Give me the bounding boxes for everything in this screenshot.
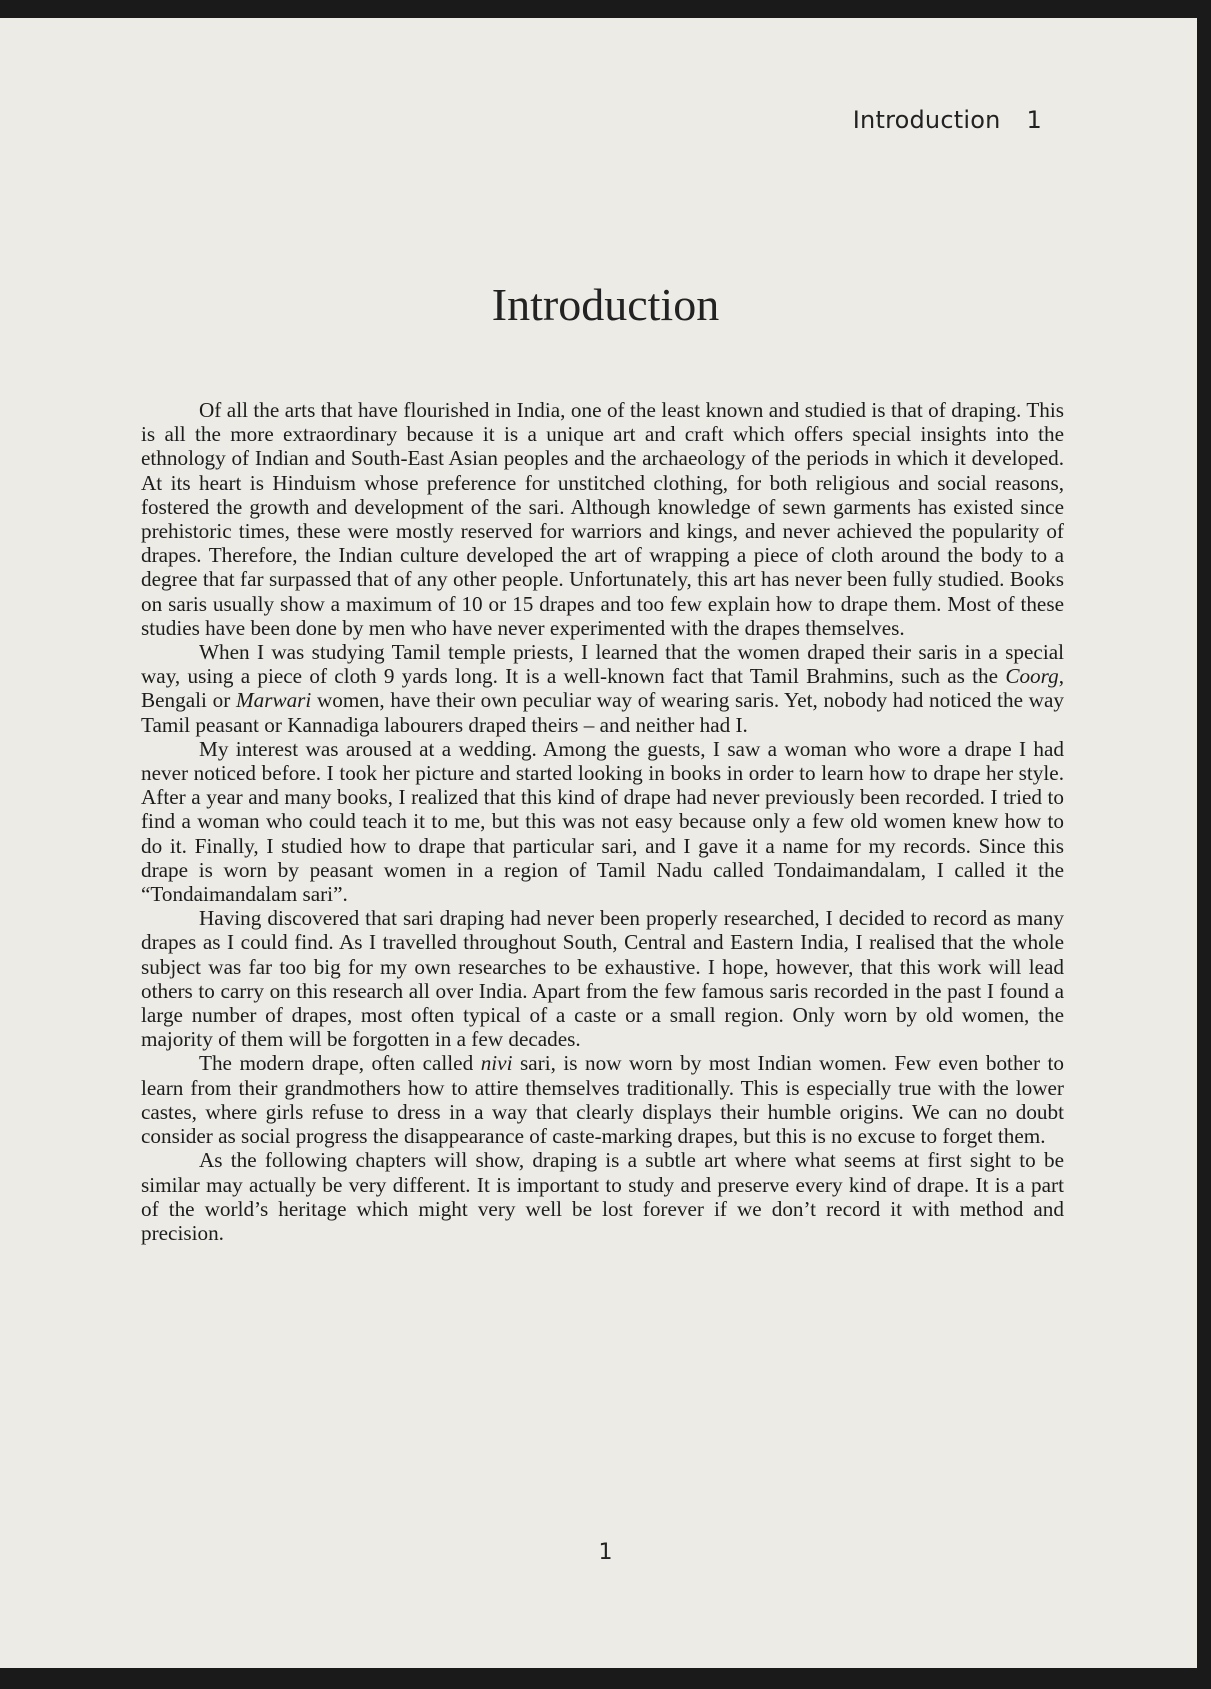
paragraph-2-italic-marwari: Marwari [235,688,312,713]
paragraph-2-text-b: , Bengali or [141,664,1064,713]
paragraph-2 [141,640,1064,737]
running-head-page-number: 1 [1026,106,1042,134]
paragraph-2-text-c: women, have their own peculiar way of wearing saris. Yet, nobody had noticed the way Tamil peasant or Kannadiga labourers draped theirs – and neither had I. [141,688,1064,737]
paragraph-2-italic-coorg: Coorg [1005,664,1059,689]
running-head-title: Introduction [852,106,1001,134]
paragraph-4: Having discovered that sari draping had never been properly researched, I decided to record as many drapes as I could find. As I travelled throughout South, Central and Eastern India, I realised that the whole subject was far too big for my own researches to be exhaustive. I hope, however, that this work will lead others to carry on this research all over India. Apart from the few famous saris recorded in the past I found a large number of drapes, most often typical of a caste or a small region. Only worn by old women, the majority of them will be forgotten in a few decades. [141,906,1064,1052]
chapter-title: Introduction [491,279,720,330]
paragraph-6: As the following chapters will show, draping is a subtle art where what seems at first sight to be similar may actually be very different. It is important to study and preserve every kind of drape. It is a part of the world’s heritage which might very well be lost forever if we don’t record it with method and precision. [141,1148,1064,1245]
paragraph-5 [141,1051,1064,1148]
paragraph-1: Of all the arts that have flourished in India, one of the least known and studied is that of draping. This is all the more extraordinary because it is a unique art and craft which offers special insights into the ethnology of Indian and South-East Asian peoples and the archaeology of the periods in which it developed. At its heart is Hinduism whose preference for unstitched clothing, for both religious and social reasons, fostered the growth and development of the sari. Although knowledge of sewn garments has existed since prehistoric times, these were mostly reserved for warriors and kings, and never achieved the popularity of drapes. Therefore, the Indian culture developed the art of wrapping a piece of cloth around the body to a degree that far surpassed that of any other people. Unfortunately, this art has never been fully studied. Books on saris usually show a maximum of 10 or 15 drapes and too few explain how to drape them. Most of these studies have been done by men who have never experimented with the drapes themselves. [141,398,1064,640]
running-head [853,106,1042,134]
paragraph-2-text-a: When I was studying Tamil temple priests, I learned that the women draped their saris in a special way, using a piece of cloth 9 yards long. It is a well-known fact that Tamil Brahmins, such as the [141,640,1064,689]
paragraph-3: My interest was aroused at a wedding. Among the guests, I saw a woman who wore a drape I had never noticed before. I took her picture and started looking in books in order to learn how to drape her style. After a year and many books, I realized that this kind of drape had never previously been recorded. I tried to find a woman who could teach it to me, but this was not easy because only a few old women knew how to do it. Finally, I studied how to drape that particular sari, and I gave it a name for my records. Since this drape is worn by peasant women in a region of Tamil Nadu called Tondaimandalam, I called it the “Tondaimandalam sari”. [141,736,1064,907]
paragraph-5-italic-nivi: nivi [480,1051,513,1076]
page-folio: 1 [598,1540,613,1565]
paragraph-5-text-b: sari, is now worn by most Indian women. Few even bother to learn from their grandmothers how to attire themselves traditionally. This is especially true with the lower castes, where girls refuse to dress in a way that clearly displays their humble origins. We can no doubt consider as social progress the disappearance of caste-marking drapes, but this is no excuse to forget them. [141,1051,1064,1149]
paragraph-5-text-a: The modern drape, often called [199,1051,481,1076]
body-text [141,398,1064,1245]
